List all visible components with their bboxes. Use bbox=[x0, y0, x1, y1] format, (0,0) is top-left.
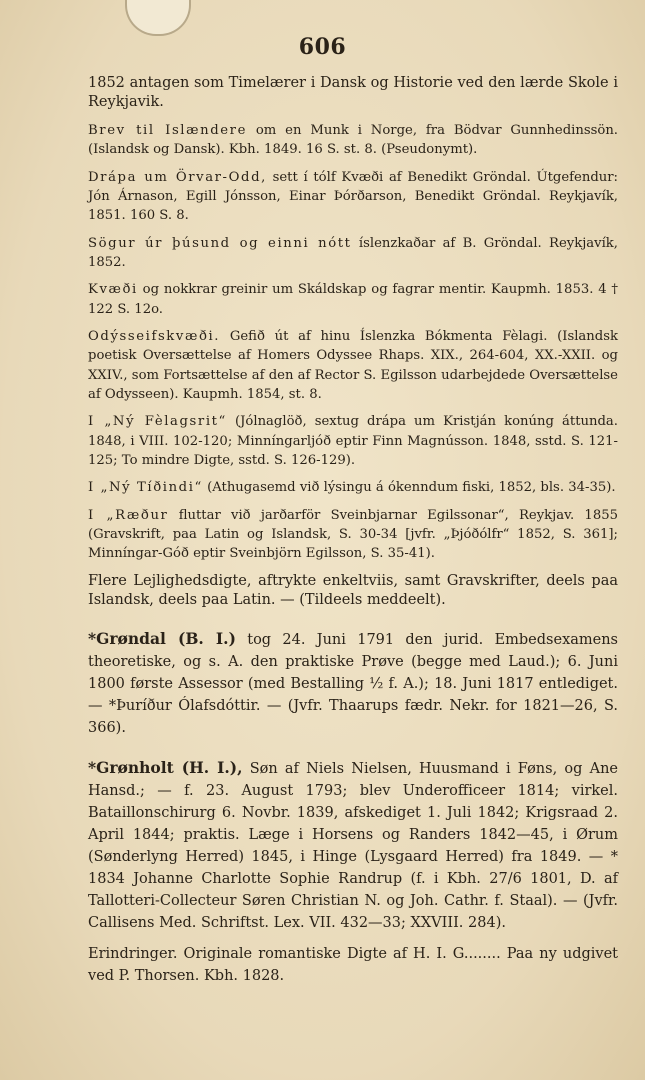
paragraph-closing: Flere Lejlighedsdigte, aftrykte enkeltviis, samt Gravskrifter, deels paa Islandsk, deels paa Latin. — (Tildeels meddeelt). bbox=[88, 572, 618, 609]
page-number: 606 bbox=[298, 34, 347, 60]
page-content bbox=[88, 74, 618, 987]
bibliography-entry: I „Ný Tíðindi“ (Athugasemd við lýsingu á ókenndum fiski, 1852, bls. 34-35). bbox=[88, 480, 616, 496]
bibliography-entry: Drápa um Örvar-Odd, sett í tólf Kvæði af Benedikt Gröndal. Útgefendur: Jón Árnason, Egill Jónsson, Einar Þórðarson, Benedikt Gröndal. Reykjavík, 1851. 160 S. 8. bbox=[88, 169, 619, 223]
bibliography-entry: Sögur úr þúsund og einni nótt íslenzkaðar af B. Gröndal. Reykjavík, 1852. bbox=[88, 235, 618, 270]
biography-entry-grondal: *Grøndal (B. I.) tog 24. Juni 1791 den jurid. Embedsexamens theoretiske, og s. A. den praktiske Prøve (begge med Laud.); 6. Juni 1800 første Assessor (med Bestalling ½ f. A.); 18. Juni 1817 entlediget. — *Þuríður Ólafsdóttir. — (Jvfr. Thaarups fædr. Nekr. for 1821—26, S. 366). bbox=[88, 629, 619, 737]
biography-entry-gronholt: *Grønholt (H. I.), Søn af Niels Nielsen, Huusmand i Føns, og Ane Hansd.; — f. 23. August 1793; blev Underofficeer 1814; virkel. Bataillonschirurg 6. Novbr. 1839, afskediget 1. Juli 1842; Krigsraad 2. April 1844; praktis. Læge i Horsens og Randers 1842—45, i Ørum (Sønderlyng Herred) 1845, i Hinge (Lysgaard Herred) fra 1849. — * 1834 Johanne Charlotte Sophie Randrup (f. i Kbh. 27/6 1801, D. af Tallotteri-Collecteur Søren Christian N. og Joh. Cathr. f. Staal). — (Jvfr. Callisens Med. Schriftst. Lex. VII. 432—33; XXVIII. 284). bbox=[88, 758, 618, 932]
paragraph-1: 1852 antagen som Timelærer i Dansk og Historie ved den lærde Skole i Reykjavik. bbox=[88, 75, 618, 111]
entry-headword: *Grøndal (B. I.) bbox=[88, 629, 236, 649]
bibliography-entry: I „Ný Fèlagsrit“ (Jólnaglöð, sextug drápa um Kristján konúng áttunda. 1848, i VIII. 102-120; Minníngarljóð eptir Finn Magnússon. 1848, sstd. S. 121-125; To mindre Digte, sstd. S. 126-129). bbox=[88, 414, 618, 468]
bibliography-entry: Brev til Islændere om en Munk i Norge, fra Bödvar Gunnhedinssön. (Islandsk og Dansk). Kbh. 1849. 16 S. st. 8. (Pseudonymt). bbox=[88, 122, 619, 157]
bibliography-entry-erindringer: Erindringer. Originale romantiske Digte af H. I. G........ Paa ny udgivet ved P. Thorsen. Kbh. 1828. bbox=[88, 946, 618, 985]
bibliography-entry: Odýsseifskvæði. Gefið út af hinu Íslenzka Bókmenta Fèlagi. (Islandsk poetisk Oversættelse af Homers Odyssee Rhaps. XIX., 264-604, XX.-XXII. og XXIV., som Fortsættelse af den af Rector S. Egilsson udarbejdede Oversættelse af Odysseen). Kaupmh. 1854, st. 8. bbox=[88, 329, 618, 402]
entry-headword: *Grønholt (H. I.), bbox=[88, 758, 243, 778]
page-tab-decoration bbox=[125, 0, 191, 36]
bibliography-entry: Kvæði og nokkrar greinir um Skáldskap og fagrar mentir. Kaupmh. 1853. 4 † 122 S. 12o. bbox=[88, 282, 618, 317]
bibliography-entry: I „Ræður fluttar við jarðarför Sveinbjarnar Egilssonar“, Reykjav. 1855 (Gravskrift, paa Latin og Islandsk, S. 30-34 [jvfr. „Þjóðólfr“ 1852, S. 361]; Minníngar-Góð eptir Sveinbjörn Egilsson, S. 35-41). bbox=[88, 507, 618, 562]
